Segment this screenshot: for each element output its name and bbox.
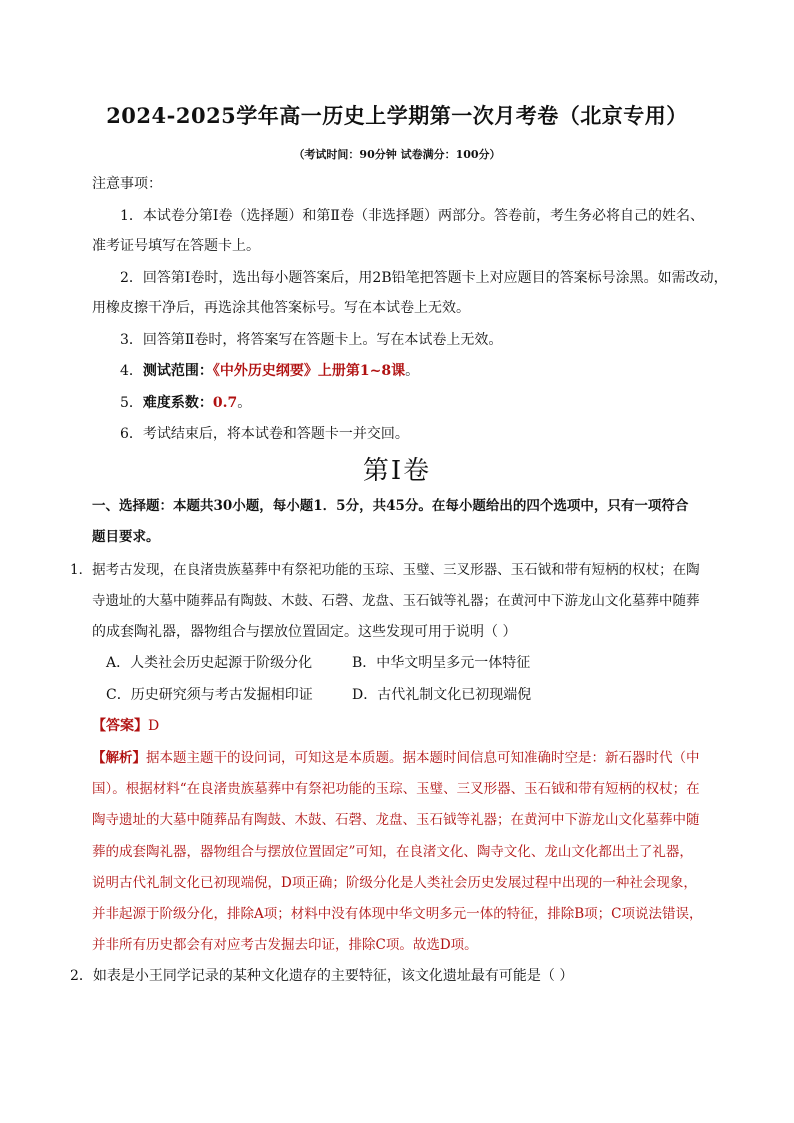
q2-stem-line-1: 2．如表是小王同学记录的某种文化遗存的主要特征，该文化遗址最有可能是（ ） <box>70 968 574 984</box>
exam-time-info: （考试时间：90分钟 试卷满分：100分） <box>293 148 501 161</box>
q1-stem-line-3: 的成套陶礼器，器物组合与摆放位置固定。这些发现可用于说明（ ） <box>92 624 517 640</box>
q1-analysis-line-3: 陶寺遗址的大墓中随葬品有陶鼓、木鼓、石磬、龙盘、玉石钺等礼器；在黄河中下游龙山文化墓葬中随 <box>92 812 700 828</box>
q1-analysis-line-6: 并非起源于阶级分化，排除A项；材料中没有体现中华文明多元一体的特征，排除B项；C项说法错误， <box>92 906 703 922</box>
note-5 <box>120 393 251 413</box>
q1-analysis-line-1 <box>92 748 700 768</box>
answer-value: D <box>148 718 160 734</box>
q1-option-a: A．人类社会历史起源于阶级分化 <box>106 655 313 671</box>
difficulty-value: 0.7 <box>212 395 238 411</box>
section-intro-line-2: 题目要求。 <box>92 529 160 545</box>
q1-stem-line-1: 1．据考古发现，在良渚贵族墓葬中有祭祀功能的玉琮、玉璧、三叉形器、玉石钺和带有短柄的权杖；在陶 <box>70 562 700 578</box>
q1-analysis-line-5: 说明古代礼制文化已初现端倪，D项正确；阶级分化是人类社会历史发展过程中出现的一种社会现象， <box>92 875 697 891</box>
note-4-end: 。 <box>405 363 420 379</box>
section-intro-line-1: 一、选择题：本题共30小题，每小题1．5分，共45分。在每小题给出的四个选项中，只有一项符合 <box>92 498 689 514</box>
note-2-line-1: 2．回答第Ⅰ卷时，选出每小题答案后，用2B铅笔把答题卡上对应题目的答案标号涂黑。如需改动， <box>120 270 728 286</box>
answer-label: 【答案】 <box>92 718 148 734</box>
q1-option-c: C．历史研究须与考古发掘相印证 <box>106 687 313 703</box>
note-4-prefix: 4． <box>120 363 143 379</box>
note-5-end: 。 <box>237 395 252 411</box>
analysis-text-1: 据本题主题干的设问词，可知这是本质题。据本题时间信息可知准确时空是：新石器时代（中 <box>146 750 700 766</box>
notes-heading: 注意事项： <box>92 176 162 192</box>
section-title: 第Ⅰ卷 <box>362 456 432 486</box>
q1-answer <box>92 716 159 736</box>
q1-option-d: D．古代礼制文化已初现端倪 <box>352 687 532 703</box>
note-5-prefix: 5． <box>120 395 143 411</box>
q1-analysis-line-7: 并非所有历史都会有对应考古发掘去印证，排除C项。故选D项。 <box>92 937 478 953</box>
page-title: 2024-2025学年高一历史上学期第一次月考卷（北京专用） <box>106 103 688 128</box>
analysis-label: 【解析】 <box>92 750 146 766</box>
note-2-line-2: 用橡皮擦干净后，再选涂其他答案标号。写在本试卷上无效。 <box>92 300 470 316</box>
test-scope-value: 《中外历史纲要》上册第1~8课 <box>212 363 406 379</box>
q1-analysis-line-4: 葬的成套陶礼器，器物组合与摆放位置固定”可知，在良渚文化、陶寺文化、龙山文化都出土了礼器， <box>92 844 693 860</box>
note-1-line-1: 1．本试卷分第Ⅰ卷（选择题）和第Ⅱ卷（非选择题）两部分。答卷前，考生务必将自己的姓名、 <box>120 208 704 224</box>
q1-option-b: B．中华文明呈多元一体特征 <box>352 655 531 671</box>
q1-stem-line-2: 寺遗址的大墓中随葬品有陶鼓、木鼓、石磬、龙盘、玉石钺等礼器；在黄河中下游龙山文化墓葬中随葬 <box>92 593 700 609</box>
note-1-line-2: 准考证号填写在答题卡上。 <box>92 238 260 254</box>
note-4 <box>120 361 419 381</box>
test-scope-label: 测试范围： <box>142 363 213 379</box>
note-3: 3．回答第Ⅱ卷时，将答案写在答题卡上。写在本试卷上无效。 <box>120 332 503 348</box>
difficulty-label: 难度系数： <box>142 395 213 411</box>
note-6: 6．考试结束后，将本试卷和答题卡一并交回。 <box>120 426 409 442</box>
q1-analysis-line-2: 国）。根据材料“在良渚贵族墓葬中有祭祀功能的玉琮、玉璧、三叉形器、玉石钺和带有短柄的权杖；在 <box>92 781 700 797</box>
